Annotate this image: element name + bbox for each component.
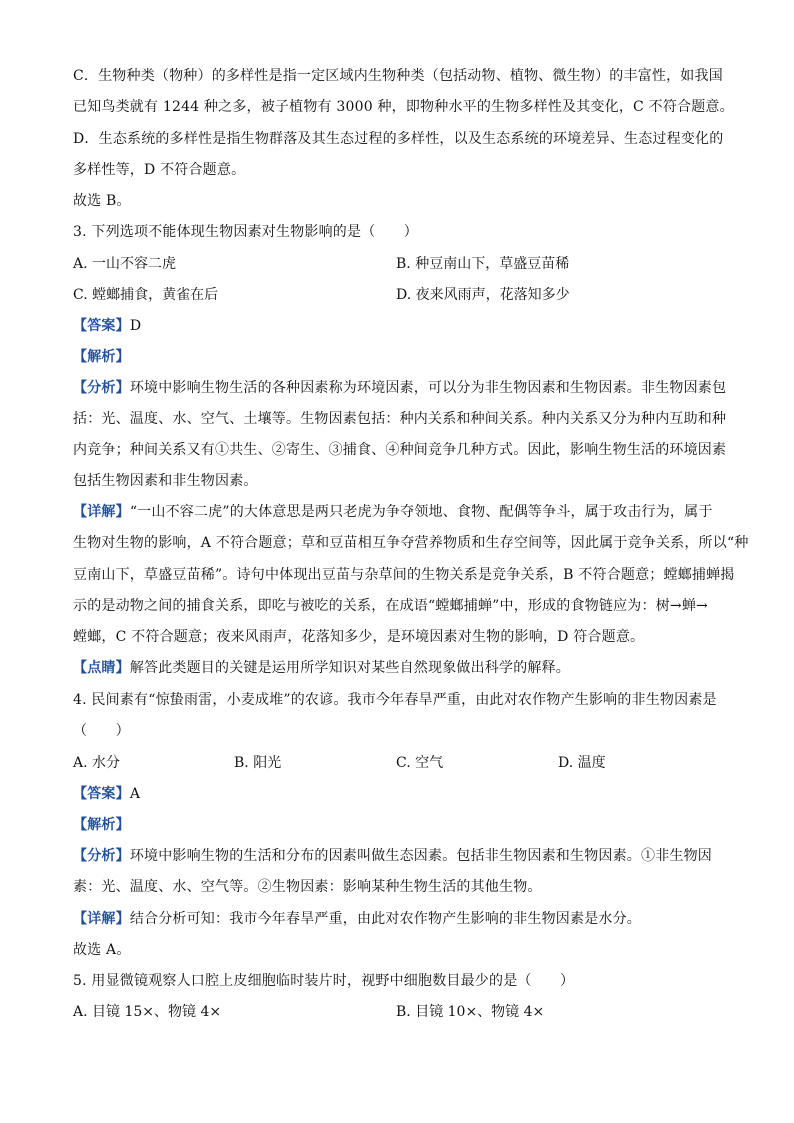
dianjing-text: 解答此类题目的关键是运用所学知识对某些自然现象做出科学的解释。 [129,660,571,676]
q3-answer [73,316,723,336]
q3-option-a: A. 一山不容二虎 [73,256,177,272]
analysis-tag: 【解析】 [73,349,130,365]
q3-xiangjie-line2: 生物对生物的影响，A 不符合题意；草和豆苗相互争夺营养物质和生存空间等，因此属于竞争关系，所以“种 [73,535,749,551]
q3-option-c: C. 螳螂捕食，黄雀在后 [73,287,219,303]
q4-stem-line1: 4. 民间素有“惊蛰雨雷，小麦成堆”的农谚。我市今年春旱严重，由此对农作物产生影响的非生物因素是 [73,692,717,708]
q2-option-c-line1: C．生物种类（物种）的多样性是指一定区域内生物种类（包括动物、植物、微生物）的丰富性，如我国 [73,68,723,84]
xiangjie-tag: 【详解】 [73,504,130,520]
q2-option-d-line1: D．生态系统的多样性是指生物群落及其生态过程的多样性，以及生态系统的环境差异、生态过程变化的 [73,131,724,147]
q3-stem: 3. 下列选项不能体现生物因素对生物影响的是（ ） [73,224,419,240]
q3-xiangjie-line3: 豆南山下，草盛豆苗稀”。诗句中体现出豆苗与杂草间的生物关系是竞争关系，B 不符合题意；螳螂捕蝉揭 [73,567,735,583]
q4-option-d: D. 温度 [558,755,606,771]
q3-dianjing [73,658,723,678]
q4-fenxi-line2: 素：光、温度、水、空气等。②生物因素：影响某种生物生活的其他生物。 [73,879,542,895]
q2-option-d-line2: 多样性等，D 不符合题意。 [73,162,246,178]
q3-analysis-heading [73,347,723,367]
answer-value: D [129,318,142,334]
q5-stem: 5. 用显微镜观察人口腔上皮细胞临时装片时，视野中细胞数目最少的是（ ） [73,973,575,989]
q5-option-a: A. 目镜 15×、物镜 4× [73,1004,222,1020]
q3-option-d: D. 夜来风雨声，花落知多少 [396,287,570,303]
answer-tag: 【答案】 [73,318,130,334]
dianjing-tag: 【点睛】 [73,660,130,676]
q4-stem-line2: （ ） [73,723,130,739]
q3-xiangjie-line5: 螳螂，C 不符合题意；夜来风雨声，花落知多少，是环境因素对生物的影响，D 符合题意。 [73,629,645,645]
fenxi-tag: 【分析】 [73,380,130,396]
q3-xiangjie-line4: 示的是动物之间的捕食关系，即吃与被吃的关系，在成语“螳螂捕蝉”中，形成的食物链应为：树→蝉→ [73,598,708,614]
analysis-tag: 【解析】 [73,817,130,833]
fenxi-tag: 【分析】 [73,848,130,864]
q2-option-c-line2: 已知鸟类就有 1244 种之多，被子植物有 3000 种，即物种水平的生物多样性及其变化，C 不符合题意。 [73,99,734,115]
q4-option-b: B. 阳光 [234,755,282,771]
q3-fenxi-line1 [73,378,727,398]
q4-option-c: C. 空气 [396,755,444,771]
q4-choose: 故选 A。 [73,942,131,958]
q4-analysis-heading [73,815,723,835]
q4-answer [73,784,723,804]
q3-fenxi-line2: 括：光、温度、水、空气、土壤等。生物因素包括：种内关系和种间关系。种内关系又分为种内互助和种 [73,411,727,427]
q4-fenxi-line1 [73,846,723,866]
q4-option-a: A. 水分 [73,755,121,771]
xiangjie-tag: 【详解】 [73,911,130,927]
answer-tag: 【答案】 [73,786,130,802]
q3-fenxi-line3: 内竞争；种间关系又有①共生、②寄生、③捕食、④种间竞争几种方式。因此，影响生物生活的环境因素 [73,442,727,458]
q5-option-b: B. 目镜 10×、物镜 4× [396,1004,545,1020]
q3-fenxi-line4: 包括生物因素和非生物因素。 [73,473,258,489]
fenxi-text: 环境中影响生物生活的各种因素称为环境因素，可以分为非生物因素和生物因素。非生物因素包 [129,380,727,396]
answer-value: A [129,786,141,802]
fenxi-text: 环境中影响生物的生活和分布的因素叫做生态因素。包括非生物因素和生物因素。①非生物因 [129,848,713,864]
xiangjie-text: “一山不容二虎”的大体意思是两只老虎为争夺领地、食物、配偶等争斗，属于攻击行为，属于 [129,504,713,520]
q3-option-b: B. 种豆南山下，草盛豆苗稀 [396,256,570,272]
q4-xiangjie [73,909,723,929]
q2-choose: 故选 B。 [73,193,131,209]
q3-xiangjie-line1 [73,502,723,522]
xiangjie-text: 结合分析可知：我市今年春旱严重，由此对农作物产生影响的非生物因素是水分。 [129,911,642,927]
